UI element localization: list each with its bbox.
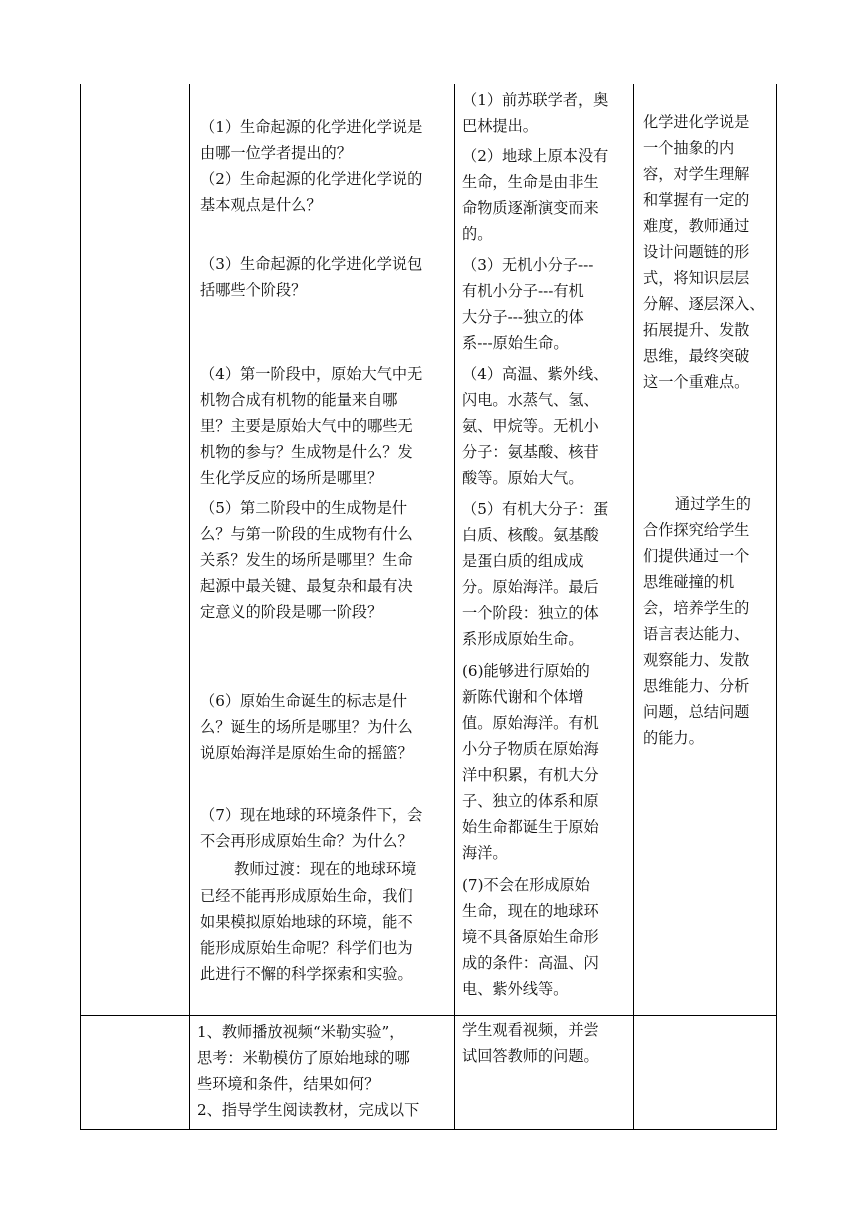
teacher-line: 此进行不懈的科学探索和实验。	[200, 965, 413, 983]
teacher-line: 起源中最关键、最复杂和最有决	[200, 577, 413, 595]
teacher-line: （4）第一阶段中，原始大气中无	[200, 365, 423, 383]
teacher-line: 里？主要是原始大气中的哪些无	[200, 417, 413, 435]
intent-line: 和掌握有一定的	[643, 191, 750, 209]
table-border-left	[80, 84, 81, 1130]
teacher-line: （1）生命起源的化学进化学说是	[200, 118, 423, 136]
teacher-line: 基本观点是什么？	[200, 196, 322, 214]
intent-line: 们提供通过一个	[643, 547, 750, 565]
student-line: 成的条件：高温、闪	[462, 954, 599, 972]
student-line: 海洋。	[462, 844, 508, 862]
intent-line: 难度，教师通过	[643, 217, 750, 235]
student-line: 分子：氨基酸、核苷	[462, 443, 599, 461]
student-line: 有机小分子---有机	[462, 282, 584, 300]
student-line: （5）有机大分子：蛋	[462, 500, 609, 518]
student-line: 大分子---独立的体	[462, 308, 584, 326]
student-line: 始生命都诞生于原始	[462, 818, 599, 836]
teacher-line: 说原始海洋是原始生命的摇篮？	[200, 744, 413, 762]
student-line: 巴林提出。	[462, 117, 538, 135]
student-line: 氨、甲烷等。无机小	[462, 417, 599, 435]
student-line: 的。	[462, 225, 493, 243]
student-line: 子、独立的体系和原	[462, 792, 599, 810]
intent-line: 容，对学生理解	[643, 165, 750, 183]
table-border-col2	[454, 84, 455, 1130]
teacher-line: 么？诞生的场所是哪里？为什么	[200, 718, 413, 736]
intent-line: 思维，最终突破	[643, 347, 750, 365]
teacher-line: 些环境和条件，结果如何？	[197, 1075, 380, 1093]
student-line: 一个阶段：独立的体	[462, 604, 599, 622]
intent-line: 语言表达能力、	[643, 625, 750, 643]
intent-line: 观察能力、发散	[643, 651, 750, 669]
student-line: 白质、核酸。氨基酸	[462, 526, 599, 544]
teacher-line: 机物合成有机物的能量来自哪	[200, 391, 398, 409]
student-line: 系形成原始生命。	[462, 630, 584, 648]
student-line: 生命，生命是由非生	[462, 173, 599, 191]
teacher-line: 教师过渡：现在的地球环境	[234, 860, 417, 878]
student-line: 学生观看视频，并尝	[462, 1021, 599, 1039]
intent-line: 思维碰撞的机	[643, 573, 735, 591]
student-line: 命物质逐渐演变而来	[462, 199, 599, 217]
student-line: （2）地球上原本没有	[462, 147, 609, 165]
intent-line: 问题，总结问题	[643, 703, 750, 721]
student-line: 值。原始海洋。有机	[462, 714, 599, 732]
student-line: 小分子物质在原始海	[462, 740, 599, 758]
student-line: 酸等。原始大气。	[462, 469, 584, 487]
teacher-line: 定意义的阶段是哪一阶段？	[200, 603, 383, 621]
intent-line: 一个抽象的内	[643, 139, 735, 157]
student-line: 新陈代谢和个体增	[462, 688, 584, 706]
teacher-line: 生化学反应的场所是哪里？	[200, 469, 383, 487]
teacher-line: 关系？发生的场所是哪里？生命	[200, 551, 413, 569]
intent-line: 会，培养学生的	[643, 599, 750, 617]
table-border-col1	[189, 84, 190, 1130]
teacher-line: 括哪些个阶段？	[200, 281, 307, 299]
teacher-line: 不会再形成原始生命？为什么？	[200, 832, 413, 850]
teacher-line: 能形成原始生命呢？科学们也为	[200, 939, 413, 957]
intent-line: 的能力。	[643, 729, 704, 747]
table-border-right	[776, 84, 777, 1130]
teacher-line: 么？与第一阶段的生成物有什么	[200, 525, 413, 543]
student-line: (7)不会在形成原始	[462, 876, 590, 894]
student-line: 系---原始生命。	[462, 334, 569, 352]
table-row-divider	[80, 1015, 777, 1016]
intent-line: 合作探究给学生	[643, 521, 750, 539]
student-line: （4）高温、紫外线、	[462, 365, 609, 383]
teacher-line: （2）生命起源的化学进化学说的	[200, 170, 423, 188]
student-line: 闪电。水蒸气、氢、	[462, 391, 599, 409]
intent-line: 思维能力、分析	[643, 677, 750, 695]
intent-line: 拓展提升、发散	[643, 321, 750, 339]
intent-line: 化学进化学说是	[643, 113, 750, 131]
intent-line: 通过学生的	[675, 495, 751, 513]
student-line: （1）前苏联学者，奥	[462, 91, 609, 109]
teacher-line: 机物的参与？生成物是什么？发	[200, 443, 413, 461]
teacher-line: （7）现在地球的环境条件下，会	[200, 806, 423, 824]
table-border-bottom	[80, 1129, 777, 1130]
teacher-line: （3）生命起源的化学进化学说包	[200, 255, 423, 273]
student-line: 是蛋白质的组成成	[462, 552, 584, 570]
teacher-line: 如果模拟原始地球的环境，能不	[200, 913, 413, 931]
student-line: 境不具备原始生命形	[462, 928, 599, 946]
table-border-col3	[633, 84, 634, 1130]
student-line: 分。原始海洋。最后	[462, 578, 599, 596]
teacher-line: 思考：米勒模仿了原始地球的哪	[197, 1049, 410, 1067]
intent-line: 这一个重难点。	[643, 373, 750, 391]
intent-line: 式，将知识层层	[643, 269, 750, 287]
student-line: 洋中积累，有机大分	[462, 766, 599, 784]
intent-line: 设计问题链的形	[643, 243, 750, 261]
teacher-line: （6）原始生命诞生的标志是什	[200, 692, 408, 710]
teacher-line: 由哪一位学者提出的？	[200, 144, 352, 162]
intent-line: 分解、逐层深入、	[643, 295, 765, 313]
student-line: (6)能够进行原始的	[462, 662, 590, 680]
student-line: 电、紫外线等。	[462, 980, 569, 998]
teacher-line: 2、指导学生阅读教材，完成以下	[197, 1101, 420, 1119]
student-line: 生命，现在的地球环	[462, 902, 599, 920]
teacher-line: 已经不能再形成原始生命，我们	[200, 887, 413, 905]
student-line: （3）无机小分子---	[462, 256, 594, 274]
teacher-line: 1、教师播放视频“米勒实验”，	[197, 1023, 405, 1041]
teacher-line: （5）第二阶段中的生成物是什	[200, 499, 408, 517]
student-line: 试回答教师的问题。	[462, 1047, 599, 1065]
